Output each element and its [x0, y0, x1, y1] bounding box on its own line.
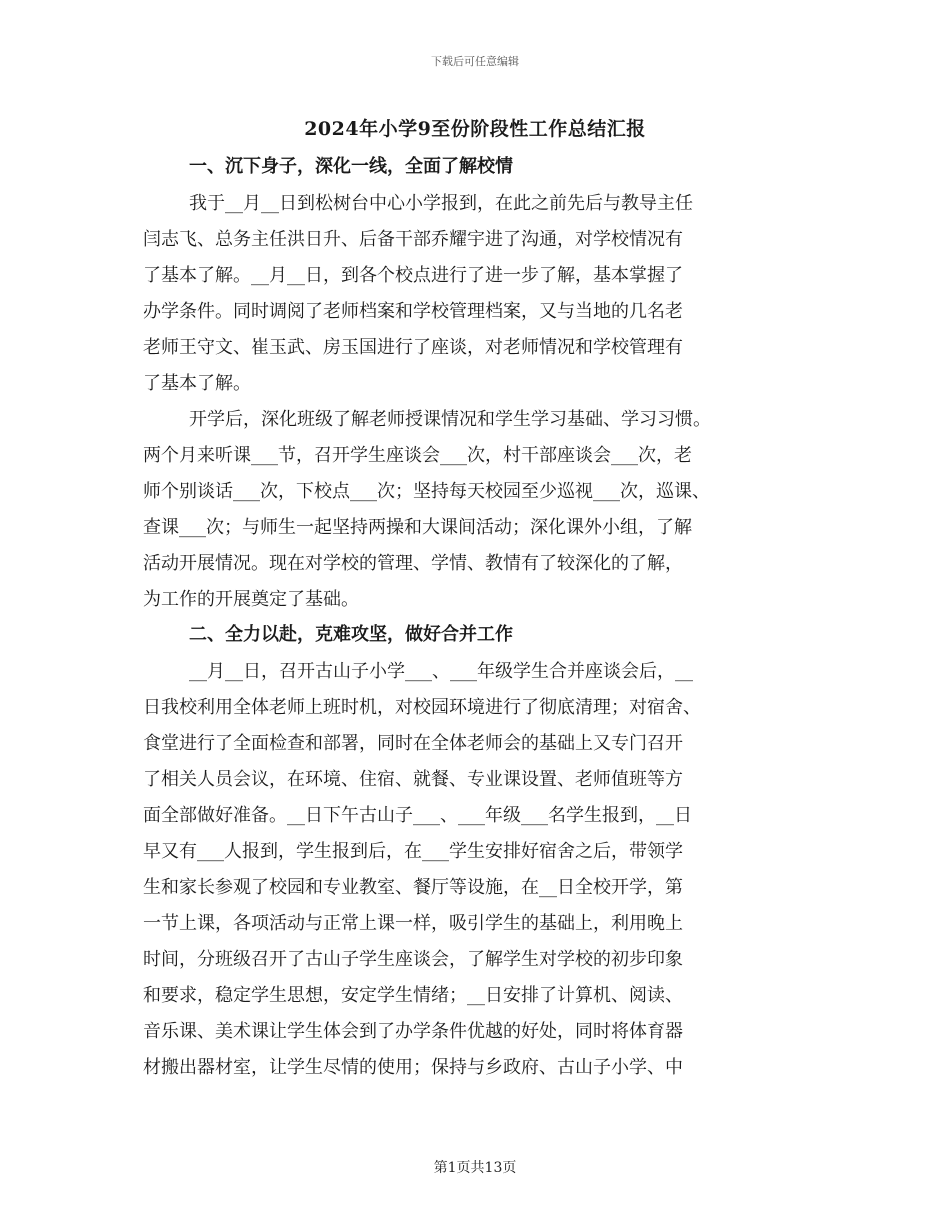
paragraph-line: 和要求，稳定学生思想，安定学生情绪；__日安排了计算机、阅读、 — [143, 985, 683, 1006]
paragraph-line: 查课___次；与师生一起坚持两操和大课间活动；深化课外小组，了解 — [143, 517, 692, 538]
section-heading-1: 一、沉下身子，深化一线，全面了解校情 — [189, 156, 513, 177]
paragraph-line: 了基本了解。__月__日，到各个校点进行了进一步了解，基本掌握了 — [143, 265, 683, 286]
paragraph-line: 了基本了解。 — [143, 373, 251, 394]
section-heading-2: 二、全力以赴，克难攻坚，做好合并工作 — [189, 624, 513, 645]
paragraph-line: 为工作的开展奠定了基础。 — [143, 589, 359, 610]
paragraph-line: 老师王守文、崔玉武、房玉国进行了座谈，对老师情况和学校管理有 — [143, 337, 683, 358]
paragraph-line: 音乐课、美术课让学生体会到了办学条件优越的好处，同时将体育器 — [143, 1021, 683, 1042]
paragraph-line: 开学后，深化班级了解老师授课情况和学生学习基础、学习习惯。 — [189, 409, 711, 430]
paragraph-line: 早又有___人报到，学生报到后，在___学生安排好宿舍之后，带领学 — [143, 841, 683, 862]
document-body — [143, 150, 808, 1086]
section-2-paragraph-1 — [143, 654, 808, 1086]
paragraph-line: 时间，分班级召开了古山子学生座谈会，了解学生对学校的初步印象 — [143, 949, 683, 970]
paragraph-line: 活动开展情况。现在对学校的管理、学情、教情有了较深化的了解， — [143, 553, 683, 574]
paragraph-line: 面全部做好准备。__日下午古山子___、___年级___名学生报到，__日 — [143, 805, 692, 826]
paragraph-line: 闫志飞、总务主任洪日升、后备干部乔耀宇进了沟通，对学校情况有 — [143, 229, 683, 250]
section-1-paragraph-2 — [143, 402, 808, 618]
header-note: 下载后可任意编辑 — [431, 55, 519, 68]
paragraph-line: 了相关人员会议，在环境、住宿、就餐、专业课设置、老师值班等方 — [143, 769, 683, 790]
paragraph-line: __月__日，召开古山子小学___、___年级学生合并座谈会后，__ — [189, 661, 693, 682]
paragraph-line: 师个别谈话___次，下校点___次；坚持每天校园至少巡视___次，巡课、 — [143, 481, 710, 502]
section-1-paragraph-1 — [143, 186, 808, 402]
paragraph-line: 一节上课，各项活动与正常上课一样，吸引学生的基础上，利用晚上 — [143, 913, 683, 934]
paragraph-line: 生和家长参观了校园和专业教室、餐厅等设施，在__日全校开学，第 — [143, 877, 683, 898]
paragraph-line: 日我校利用全体老师上班时机，对校园环境进行了彻底清理；对宿舍、 — [143, 697, 701, 718]
paragraph-line: 材搬出器材室，让学生尽情的使用；保持与乡政府、古山子小学、中 — [143, 1057, 683, 1078]
paragraph-line: 食堂进行了全面检查和部署，同时在全体老师会的基础上又专门召开 — [143, 733, 683, 754]
paragraph-line: 我于__月__日到松树台中心小学报到，在此之前先后与教导主任 — [189, 193, 693, 214]
document-title: 2024年小学9至份阶段性工作总结汇报 — [304, 118, 646, 140]
page-footer: 第1页共13页 — [433, 1160, 517, 1176]
paragraph-line: 办学条件。同时调阅了老师档案和学校管理档案，又与当地的几名老 — [143, 301, 683, 322]
paragraph-line: 两个月来听课___节，召开学生座谈会___次，村干部座谈会___次，老 — [143, 445, 692, 466]
